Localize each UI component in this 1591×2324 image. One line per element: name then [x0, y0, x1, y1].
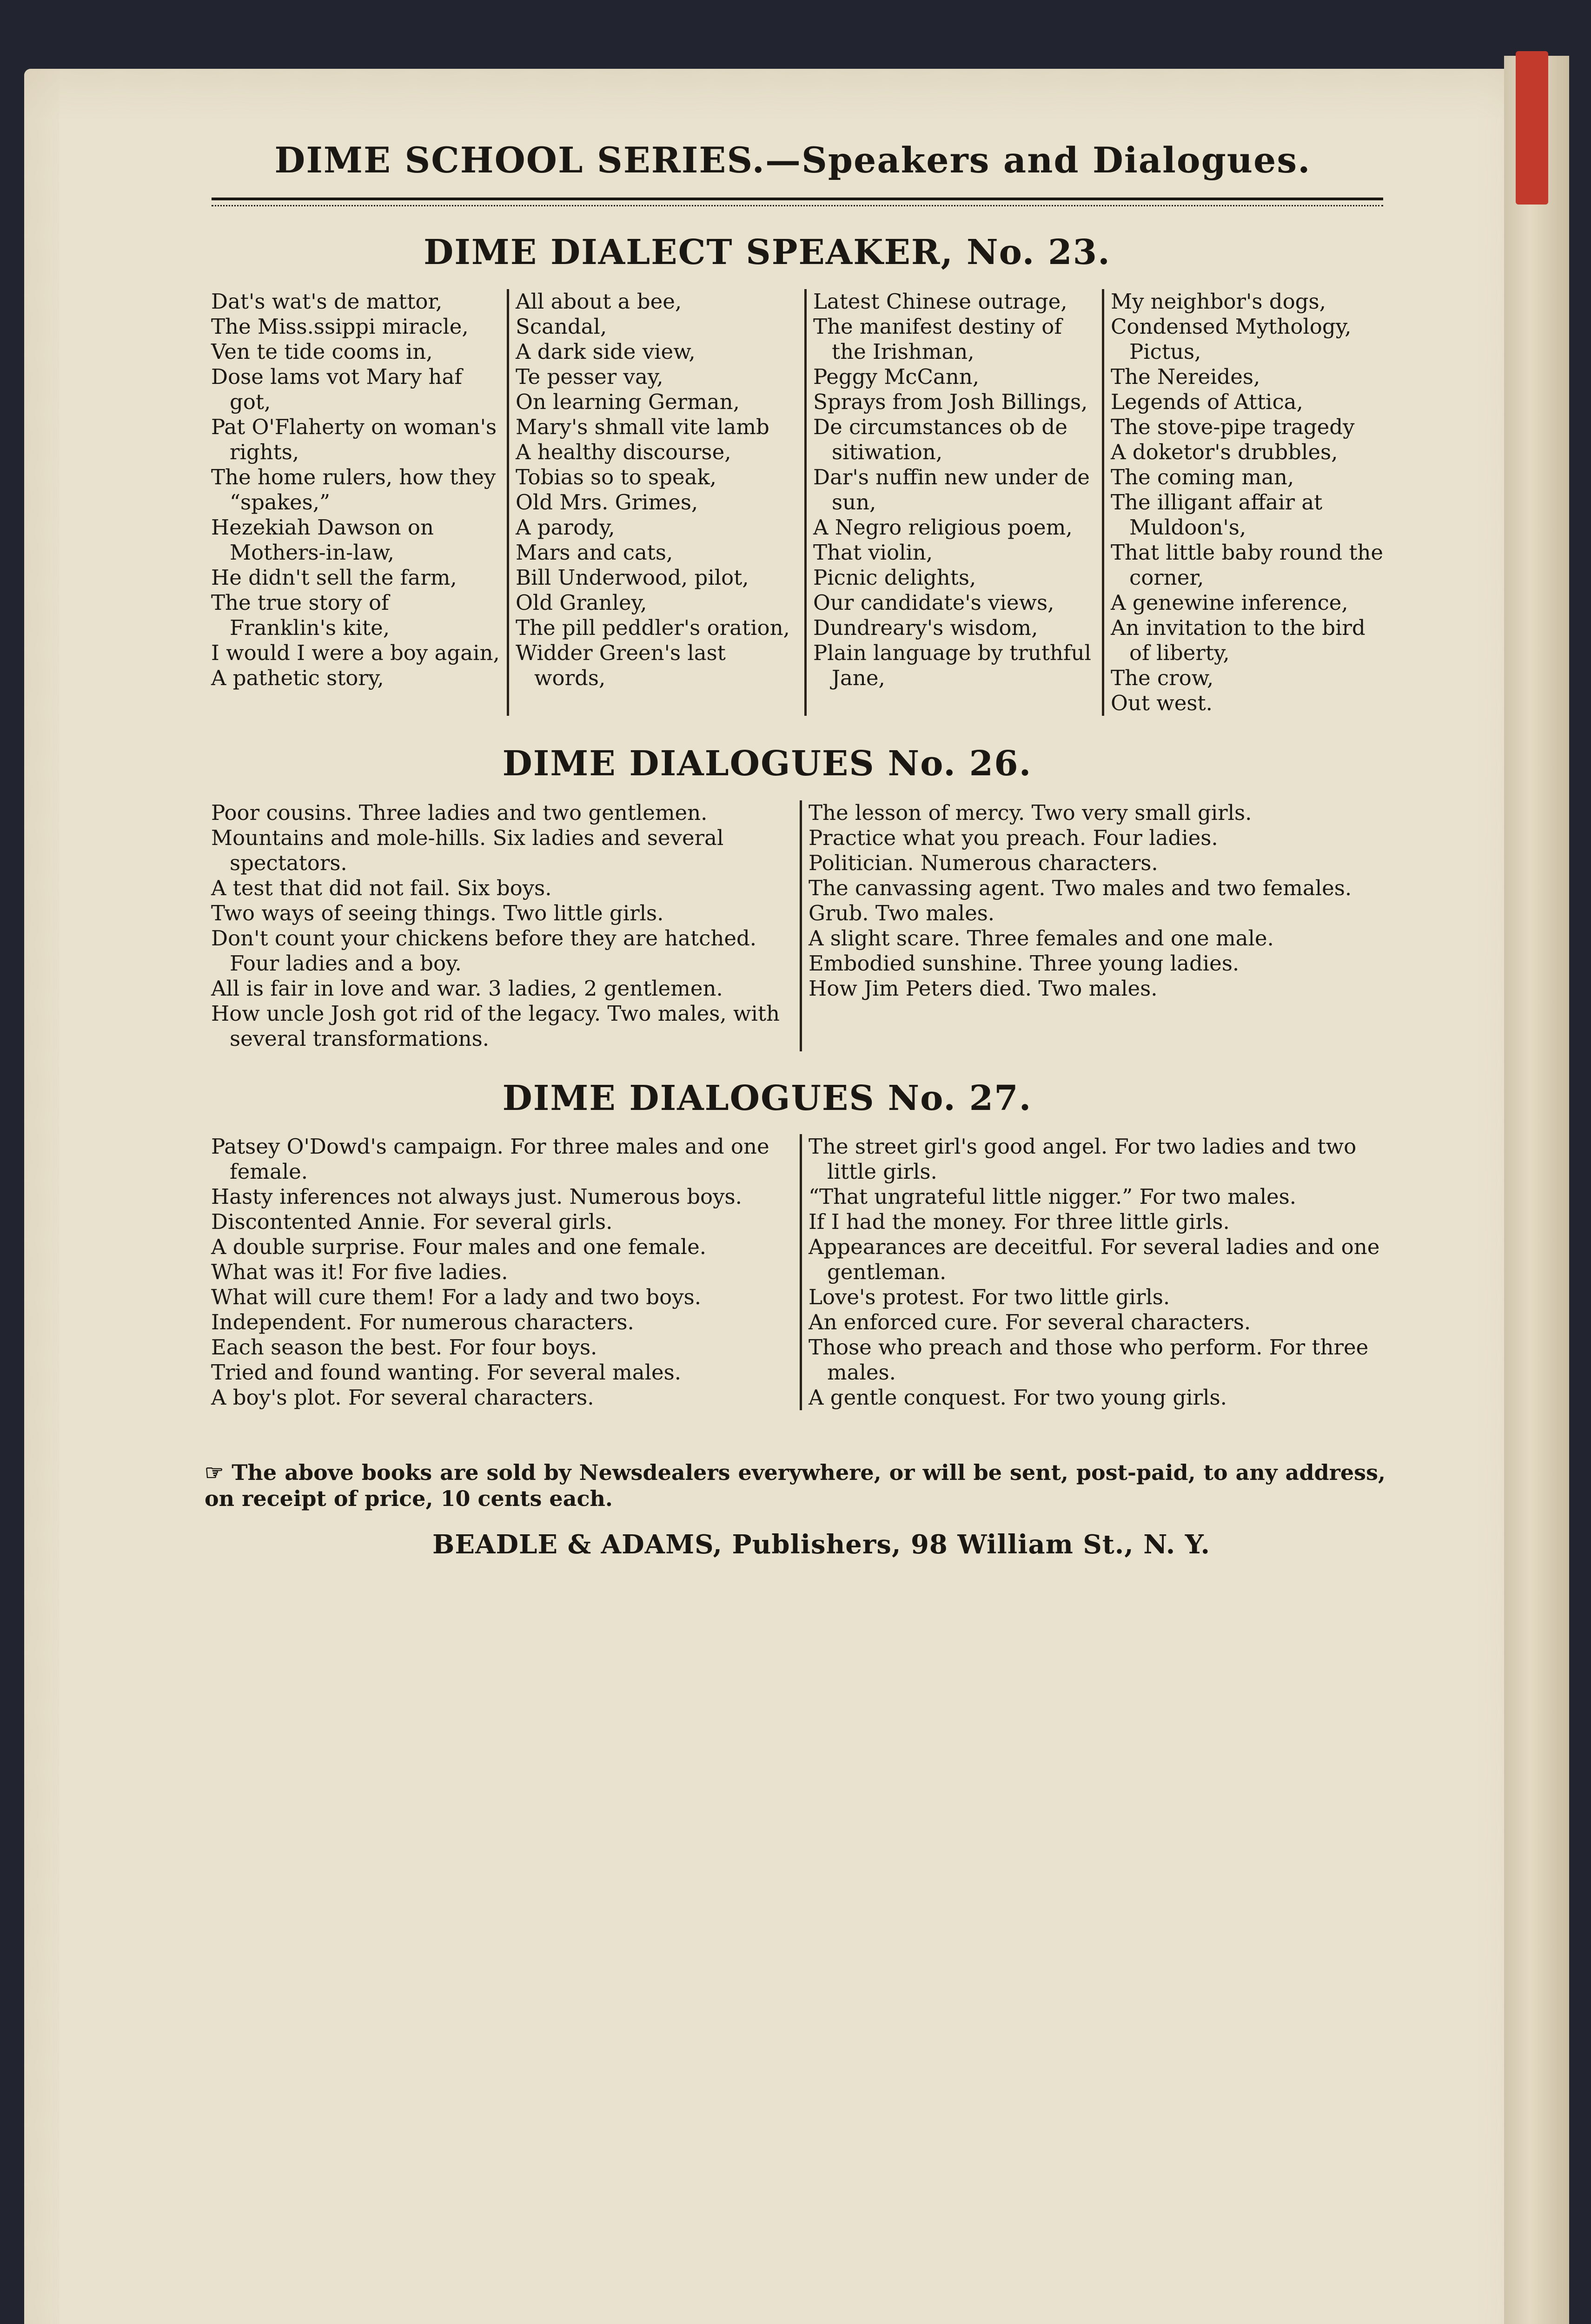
list-item: An enforced cure. For several characters. — [809, 1310, 1251, 1334]
list-item: The Miss.ssippi miracle, — [211, 314, 469, 339]
list-item: Old Granley, — [516, 590, 647, 615]
list-item: Sprays from Josh Billings, — [813, 390, 1088, 414]
list-item: Condensed Mythology, Pictus, — [1111, 314, 1352, 364]
column — [205, 800, 800, 1051]
list-item: That violin, — [813, 540, 933, 565]
list-item: De circumstances ob de sitiwation, — [813, 415, 1067, 464]
section-title-dialect-speaker: DIME DIALECT SPEAKER, No. 23. — [424, 232, 1111, 272]
list-item: Tobias so to speak, — [516, 465, 716, 489]
list-item: Embodied sunshine. Three young ladies. — [809, 951, 1240, 976]
publisher-line: BEADLE & ADAMS, Publishers, 98 William St., N. Y. — [432, 1529, 1211, 1560]
list-item: All is fair in love and war. 3 ladies, 2 gentlemen. — [211, 976, 723, 1001]
list-item: Hezekiah Dawson on Mothers-in-law, — [211, 515, 434, 565]
list-item: The crow, — [1111, 666, 1214, 690]
dialogues-26-columns — [205, 800, 1395, 1051]
list-item: Mary's shmall vite lamb — [516, 415, 769, 439]
list-item: The lesson of mercy. Two very small girls. — [809, 800, 1252, 825]
list-item: Dundreary's wisdom, — [813, 615, 1038, 640]
list-item: On learning German, — [516, 390, 740, 414]
list-item: Two ways of seeing things. Two little girls. — [211, 901, 664, 925]
list-item: Latest Chinese outrage, — [813, 289, 1067, 314]
list-item: Patsey O'Dowd's campaign. For three males and one female. — [211, 1134, 769, 1184]
column — [1102, 289, 1395, 716]
column — [804, 289, 1102, 716]
list-item: The illigant affair at Muldoon's, — [1111, 490, 1323, 540]
list-item: The stove-pipe tragedy — [1111, 415, 1355, 439]
list-item: Legends of Attica, — [1111, 390, 1303, 414]
list-item: My neighbor's dogs, — [1111, 289, 1326, 314]
list-item: A dark side view, — [516, 339, 696, 364]
list-item: Mountains and mole-hills. Six ladies and several spectators. — [211, 825, 724, 875]
list-item: The true story of Franklin's kite, — [211, 590, 390, 640]
list-item: Pat O'Flaherty on woman's rights, — [211, 415, 497, 464]
list-item: Each season the best. For four boys. — [211, 1335, 597, 1360]
section-title-dialogues-27: DIME DIALOGUES No. 27. — [502, 1078, 1032, 1118]
list-item: The canvassing agent. Two males and two females. — [809, 876, 1352, 900]
section-title-dialogues-26: DIME DIALOGUES No. 26. — [502, 744, 1032, 784]
list-item: Don't count your chickens before they are hatched. Four ladies and a boy. — [211, 926, 757, 976]
red-cover-edge — [1516, 51, 1548, 205]
page-header: DIME SCHOOL SERIES.—Speakers and Dialogues. — [274, 139, 1311, 181]
list-item: A genewine inference, — [1111, 590, 1348, 615]
list-item: Tried and found wanting. For several males. — [211, 1360, 682, 1385]
book-spine — [1504, 56, 1569, 2324]
list-item: A Negro religious poem, — [813, 515, 1073, 540]
column — [800, 1134, 1395, 1410]
list-item: Out west. — [1111, 691, 1213, 715]
list-item: Appearances are deceitful. For several ladies and one gentleman. — [809, 1235, 1380, 1284]
list-item: Practice what you preach. Four ladies. — [809, 825, 1218, 850]
list-item: What was it! For five ladies. — [211, 1260, 508, 1284]
list-item: Plain language by truthful Jane, — [813, 640, 1091, 690]
list-item: The coming man, — [1111, 465, 1294, 489]
list-item: The pill peddler's oration, — [516, 615, 790, 640]
list-item: Dat's wat's de mattor, — [211, 289, 443, 314]
list-item: An invitation to the bird of liberty, — [1111, 615, 1366, 665]
list-item: The street girl's good angel. For two ladies and two little girls. — [809, 1134, 1357, 1184]
list-item: A pathetic story, — [211, 666, 384, 690]
list-item: Those who preach and those who perform. For three males. — [809, 1335, 1369, 1385]
list-item: Independent. For numerous characters. — [211, 1310, 634, 1334]
list-item: If I had the money. For three little girls. — [809, 1209, 1230, 1234]
list-item: Old Mrs. Grimes, — [516, 490, 698, 515]
list-item: A slight scare. Three females and one male. — [809, 926, 1274, 951]
list-item: Our candidate's views, — [813, 590, 1054, 615]
list-item: A test that did not fail. Six boys. — [211, 876, 552, 900]
list-item: A parody, — [516, 515, 615, 540]
list-item: Politician. Numerous characters. — [809, 851, 1158, 875]
column — [507, 289, 804, 716]
list-item: The manifest destiny of the Irishman, — [813, 314, 1062, 364]
list-item: How uncle Josh got rid of the legacy. Two males, with several transformations. — [211, 1001, 780, 1051]
list-item: Peggy McCann, — [813, 364, 980, 389]
list-item: A double surprise. Four males and one female. — [211, 1235, 707, 1259]
list-item: Bill Underwood, pilot, — [516, 565, 749, 590]
list-item: What will cure them! For a lady and two boys. — [211, 1285, 702, 1309]
list-item: Mars and cats, — [516, 540, 673, 565]
dialogues-27-columns — [205, 1134, 1395, 1410]
list-item: The Nereides, — [1111, 364, 1260, 389]
list-item: Scandal, — [516, 314, 607, 339]
list-item: All about a bee, — [516, 289, 682, 314]
list-item: Widder Green's last words, — [516, 640, 726, 690]
list-item: The home rulers, how they “spakes,” — [211, 465, 496, 515]
list-item: A gentle conquest. For two young girls. — [809, 1385, 1227, 1410]
list-item: Dar's nuffin new under de sun, — [813, 465, 1090, 515]
column — [205, 1134, 800, 1410]
dialect-speaker-columns — [205, 289, 1395, 716]
list-item: Picnic delights, — [813, 565, 976, 590]
list-item: Hasty inferences not always just. Numerous boys. — [211, 1184, 742, 1209]
list-item: How Jim Peters died. Two males. — [809, 976, 1158, 1001]
header-rule — [212, 198, 1383, 206]
column — [800, 800, 1395, 1051]
footer-note: ☞ The above books are sold by Newsdealers everywhere, or will be sent, post-paid, to any address, on receipt of price, 10 cents each. — [205, 1460, 1385, 1511]
list-item: A healthy discourse, — [516, 440, 731, 464]
list-item: A boy's plot. For several characters. — [211, 1385, 594, 1410]
column — [205, 289, 507, 716]
list-item: Grub. Two males. — [809, 901, 995, 925]
list-item: A doketor's drubbles, — [1111, 440, 1338, 464]
list-item: I would I were a boy again, — [211, 640, 500, 665]
list-item: Discontented Annie. For several girls. — [211, 1209, 613, 1234]
list-item: That little baby round the corner, — [1111, 540, 1384, 590]
list-item: Ven te tide cooms in, — [211, 339, 433, 364]
list-item: Love's protest. For two little girls. — [809, 1285, 1170, 1309]
list-item: Dose lams vot Mary haf got, — [211, 364, 462, 414]
list-item: Te pesser vay, — [516, 364, 663, 389]
list-item: He didn't sell the farm, — [211, 565, 457, 590]
list-item: “That ungrateful little nigger.” For two males. — [809, 1184, 1297, 1209]
list-item: Poor cousins. Three ladies and two gentlemen. — [211, 800, 708, 825]
